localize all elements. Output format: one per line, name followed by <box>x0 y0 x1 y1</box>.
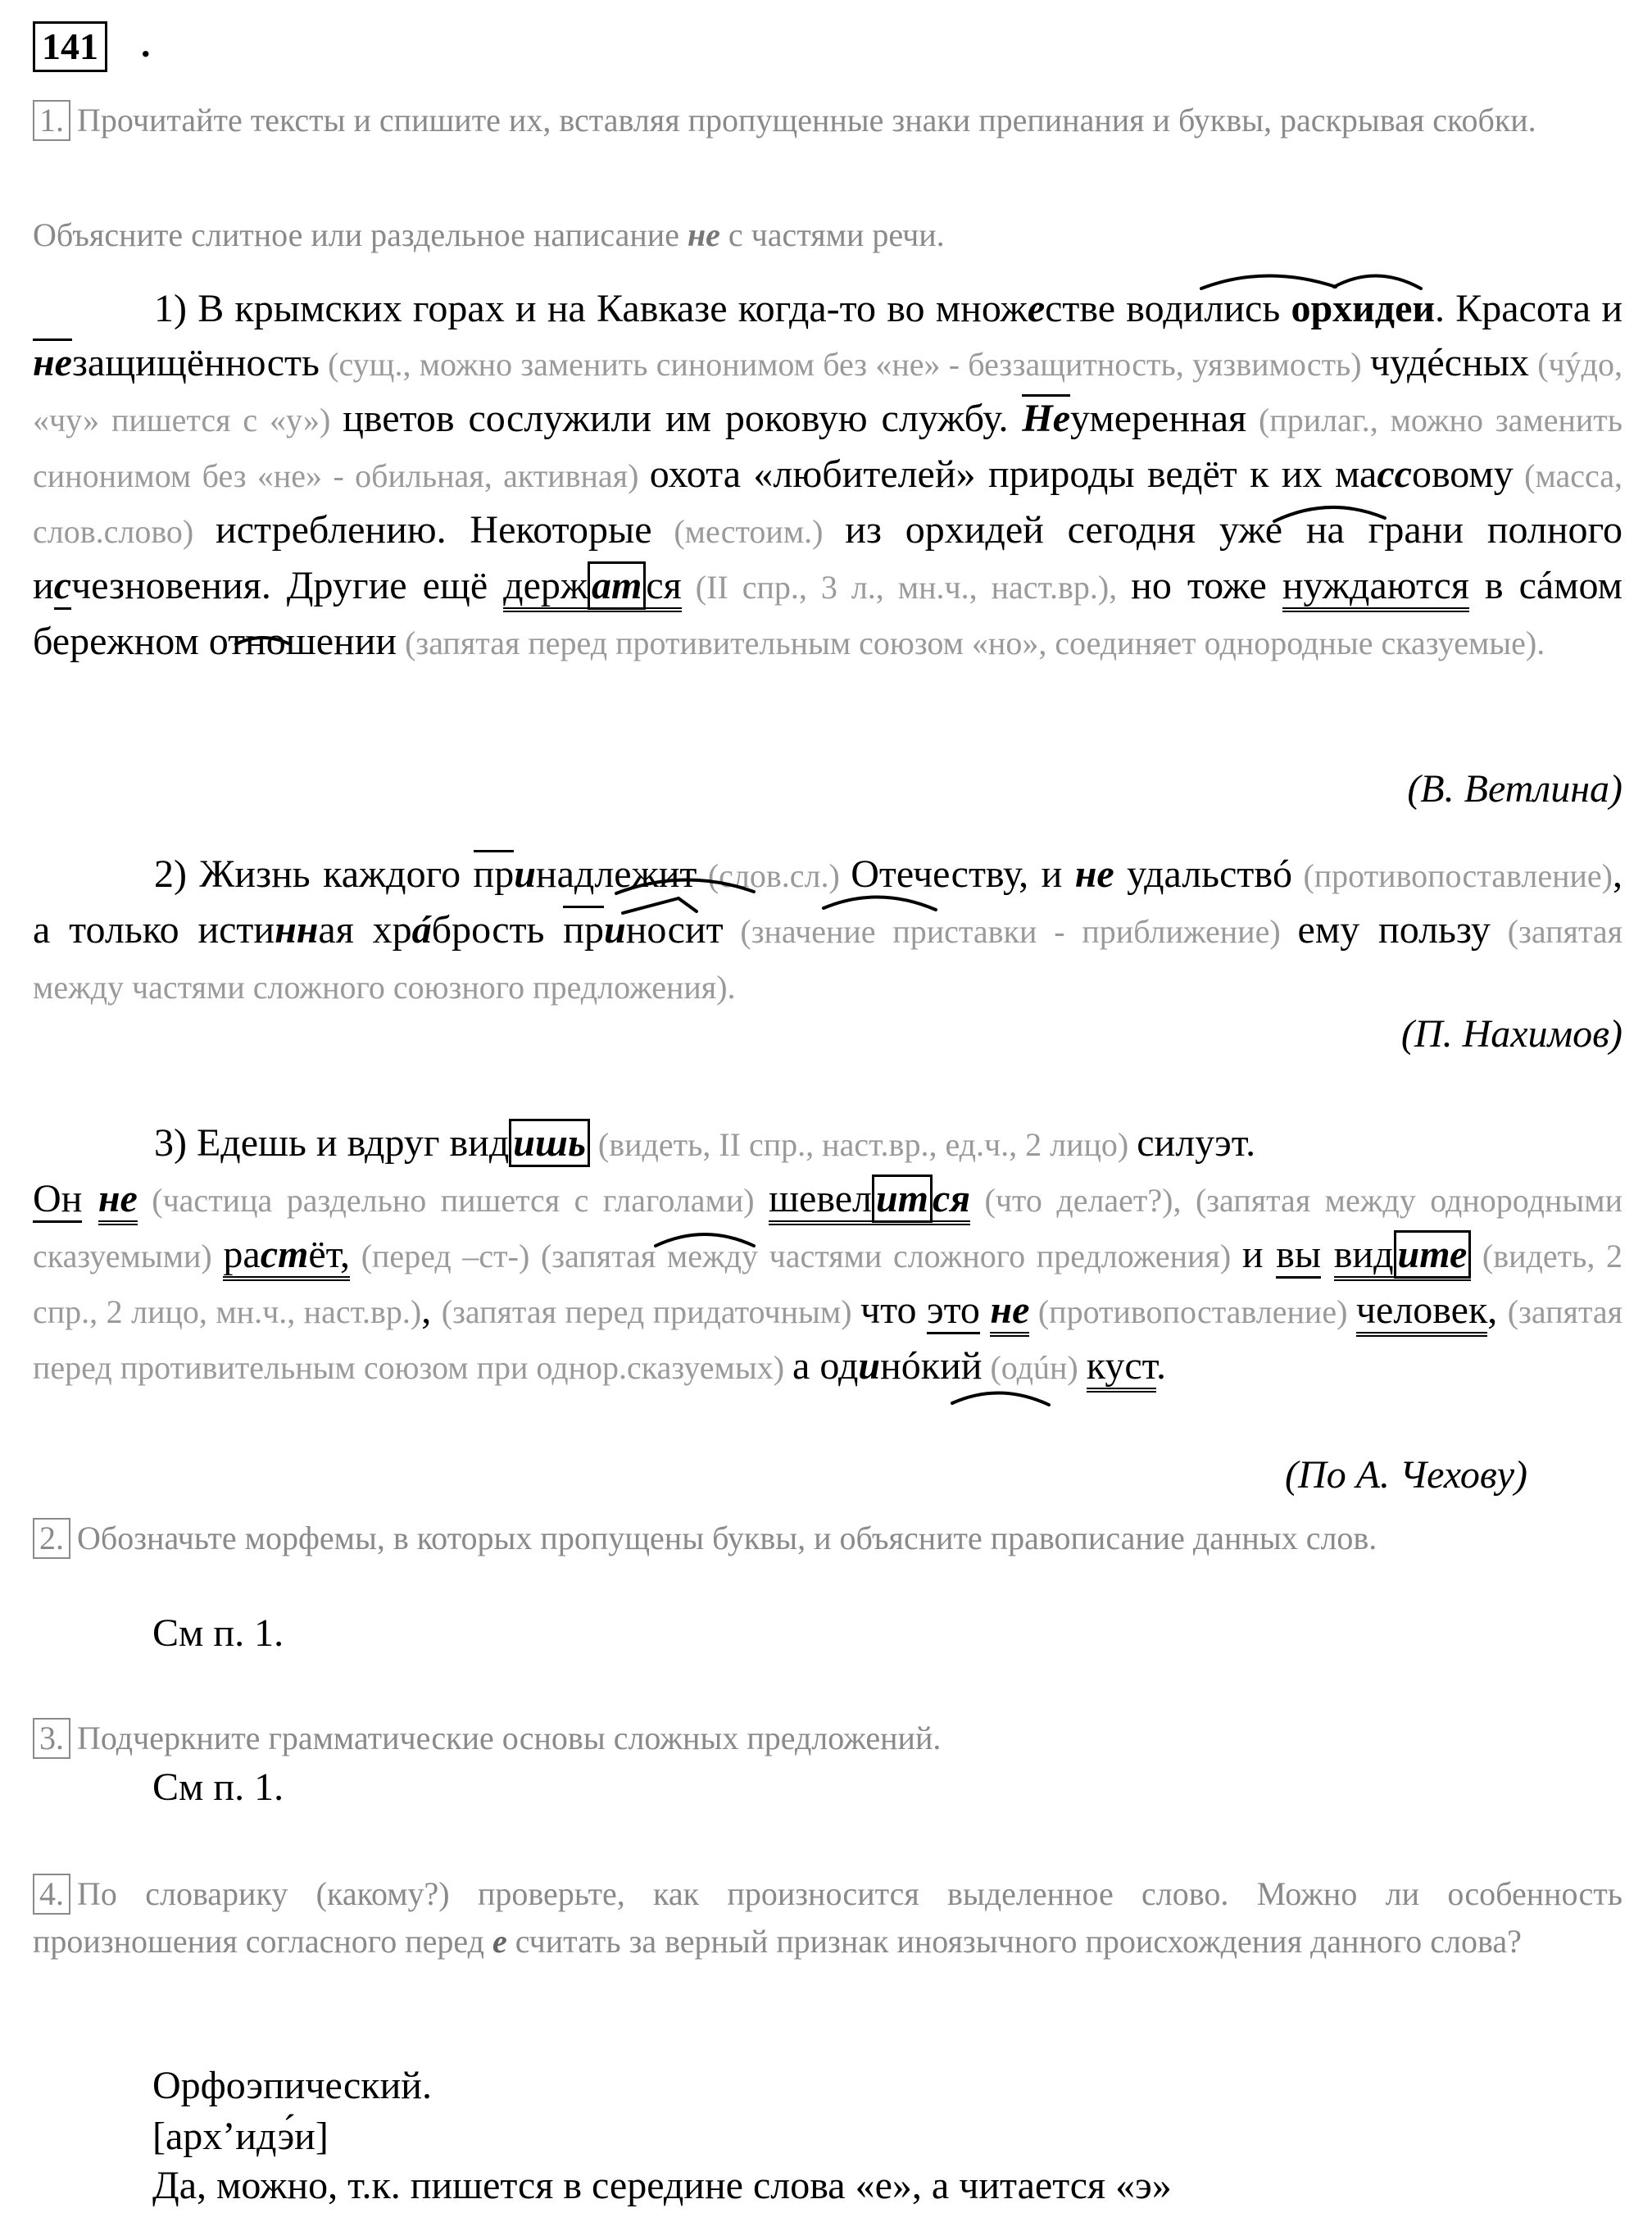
root-arc-mnozh <box>1201 275 1336 289</box>
answer-4-line-2: [арх’идэ́и] <box>152 2115 329 2158</box>
text-3-author: (По А. Чехову) <box>1285 1453 1527 1497</box>
t1-word-mnozhestve: множестве <box>935 287 1116 330</box>
answer-4-line-3: Да, можно, т.к. пишется в середине слова «е», а читается «э» <box>152 2164 1172 2207</box>
task-2-answer: См п. 1. <box>152 1611 284 1655</box>
task-2-number: 2. <box>33 1518 70 1559</box>
t2-s3: удальствó <box>1114 852 1293 896</box>
task-3-answer: См п. 1. <box>152 1765 284 1809</box>
root-arc-mnozh-2 <box>1334 275 1421 289</box>
task-1b-after: с частями речи. <box>719 216 945 253</box>
t2-gloss-4: (запятая между частями сложного союзного предложения). <box>33 913 1623 1006</box>
t3-s10: а од <box>792 1344 859 1388</box>
t2-s5: хр <box>353 908 412 952</box>
t1-gloss-3: (прилаг., можно заменить синонимом без «не» - обильная, активная) <box>33 402 1623 494</box>
t3-gloss-4: (перед –ст-) (запятая между частями сложного предложения) <box>350 1238 1242 1274</box>
t1-s5: охота «любителей» природы ведёт к их <box>649 452 1335 496</box>
t3-ending-ish: ишь <box>509 1119 590 1167</box>
t3-gloss-1: (видеть, II спр., наст.вр., ед.ч., 2 лицо) <box>589 1126 1137 1163</box>
t2-ne: не <box>1074 852 1114 896</box>
t3-gloss-9: (одúн) <box>982 1349 1087 1386</box>
answer-4-line-1: Орфоэпический. <box>152 2064 432 2107</box>
t3-s7: что <box>860 1288 927 1332</box>
t1-word-massovomu: массовому <box>1334 452 1514 496</box>
t3-word-odinokiy: инóкий <box>858 1344 983 1388</box>
t3-word-chelovek: человек <box>1356 1288 1487 1337</box>
t1-s9: в сáмом бережном отношении <box>33 564 1623 663</box>
task-4-number: 4. <box>33 1874 70 1915</box>
t1-gloss-5: (местоим.) <box>651 513 846 550</box>
task-1-number: 1. <box>33 100 70 141</box>
text-1-author: (В. Ветлина) <box>1407 767 1622 811</box>
t1-s6: истреблению. Некоторые <box>216 508 652 552</box>
t2-s7: ему пользу <box>1297 908 1491 952</box>
t1-word-nuzhdayutsya: нуждаются <box>1282 564 1469 612</box>
t3-word-shevelitsya: шевел ит ся <box>769 1177 970 1225</box>
t1-word-chudesnyh: чудéсных <box>1369 341 1529 384</box>
t3-gloss-7: (противопоставление) <box>1029 1293 1356 1330</box>
t2-s4: , а только <box>33 852 1622 952</box>
task-4-e: е <box>492 1923 507 1960</box>
t2-s2: Отечеству, и <box>851 852 1075 896</box>
root-arc-istin <box>623 898 678 913</box>
task-3-text: Подчеркните грамматические основы сложных предложений. <box>77 1720 942 1756</box>
text-3: 3) Едешь и вдруг вид ишь (видеть, II спр., наст.вр., ед.ч., 2 лицо) силуэт. Он не (частица раздельно пишется с глаголами) шевел ит ся (что делает?), (запятая между однородными сказуемыми) растёт, (перед –ст-) (запятая между частями сложного предложения) и вы вид ите (видеть, 2 спр., 2 лицо, мн.ч., наст.вр.), (запятая перед придаточным) что это не (противопоставление) человек, (запятая перед противительным союзом при однор.сказуемых) а одинóкий (одúн) куст. <box>33 1116 1622 1395</box>
root-arc-ischez <box>236 638 290 644</box>
t2-gloss-2: (противопоставление) <box>1292 857 1613 894</box>
t3-gloss-3: (что делает?), (запятая между однородными сказуемыми) <box>33 1182 1622 1274</box>
t2-word-istinnaya: истинная <box>197 908 354 952</box>
t1-word-nezashchishchennost: незащищённость <box>33 338 320 384</box>
t2-gloss-3: (значение приставки - приближение) <box>723 913 1298 950</box>
task-1b-before: Объясните слитное или раздельное написание <box>33 216 688 253</box>
t1-gloss-2: (чýдо, «чу» пишется с «у») <box>33 346 1623 438</box>
t1-s8: но тоже <box>1131 564 1282 607</box>
t3-s2: силуэт. <box>1137 1121 1256 1165</box>
exercise-number: 141 <box>33 21 107 72</box>
t1-s7: из орхидей сегодня уже на грани полного и <box>33 508 1623 607</box>
t3-s4: и <box>1241 1233 1277 1276</box>
task-1b-ne: не <box>687 216 720 253</box>
t2-word-hrabrost: áбрость <box>411 908 545 952</box>
t1-s4: цветов сослужили им роковую службу. <box>343 397 1023 440</box>
root-arc-rast <box>656 1234 754 1246</box>
t1-s2: водились <box>1115 287 1291 330</box>
t1-word-neumerennaya: Неумеренная <box>1022 394 1246 440</box>
t3-word-on: Он <box>33 1177 82 1223</box>
t3-s1: 3) Едешь и вдруг вид <box>154 1121 510 1165</box>
t1-letter-s: с <box>54 564 71 610</box>
t2-s1: 2) Жизнь каждого <box>154 852 474 896</box>
exercise-number-dot: . <box>141 23 151 65</box>
t3-word-vy: вы <box>1276 1233 1321 1279</box>
t1-s3: . Красота и <box>1435 287 1623 330</box>
t1-gloss-6: (II спр., 3 л., мн.ч., наст.вр.), <box>681 569 1132 606</box>
t1-word-orhidei: орхидеи <box>1291 287 1436 330</box>
root-arc-istin-2 <box>678 898 697 911</box>
t1-s7b: чезновения. Другие ещё <box>71 564 504 607</box>
t3-word-vidite: вид ите <box>1334 1233 1471 1281</box>
task-2-text: Обозначьте морфемы, в которых пропущены буквы, и объясните правописание данных слов. <box>77 1520 1377 1556</box>
t1-gloss-1: (сущ., можно заменить синонимом без «не» - беззащитность, уязвимость) <box>319 346 1370 383</box>
root-arc-mass <box>1274 507 1385 521</box>
t2-word-prinosit: приносит <box>563 906 723 952</box>
t3-ne-2: не <box>990 1288 1029 1337</box>
t3-word-eto: это <box>927 1288 980 1334</box>
text-2-author: (П. Нахимов) <box>1400 1012 1622 1056</box>
t2-gloss-1: (слов.сл.) <box>697 857 851 894</box>
task-4-text-before: По словарику (какому?) проверьте, как произносится выделенное слово. Можно ли особенность произношения согласного перед <box>33 1875 1622 1960</box>
t3-gloss-6: (запятая перед придаточным) <box>441 1293 861 1330</box>
t3-word-kust: куст <box>1087 1344 1156 1393</box>
t2-word-prinadlezhit: принадлежит <box>474 850 697 896</box>
t3-gloss-8: (запятая перед противительным союзом при однор.сказуемых) <box>33 1293 1623 1386</box>
t1-gloss-4: (масса, слов.слово) <box>33 457 1622 550</box>
t1-s1: 1) В крымских горах и на Кавказе когда-то во <box>154 287 936 330</box>
root-arc-odin <box>952 1393 1049 1405</box>
t1-word-derzhatsya: держ ат ся <box>503 564 682 612</box>
task-3-number: 3. <box>33 1718 70 1759</box>
task-1-text: Прочитайте тексты и спишите их, вставляя пропущенные знаки препинания и буквы, раскрывая скобки. <box>77 102 1536 139</box>
root-arc-hrabr <box>824 897 936 910</box>
task-4-text-after: считать за верный признак иноязычного происхождения данного слова? <box>506 1923 1522 1960</box>
t3-gloss-2: (частица раздельно пишется с глаголами) <box>137 1182 769 1219</box>
t3-gloss-5: (видеть, 2 спр., 2 лицо, мн.ч., наст.вр.) <box>33 1238 1623 1330</box>
root-arc-nadlezh <box>616 879 754 893</box>
t1-gloss-7: (запятая перед противительным союзом «но», соединяет однородные сказуемые). <box>397 625 1545 661</box>
t3-ne-1: не <box>98 1177 138 1225</box>
t3-word-rastet: растёт, <box>223 1233 350 1281</box>
